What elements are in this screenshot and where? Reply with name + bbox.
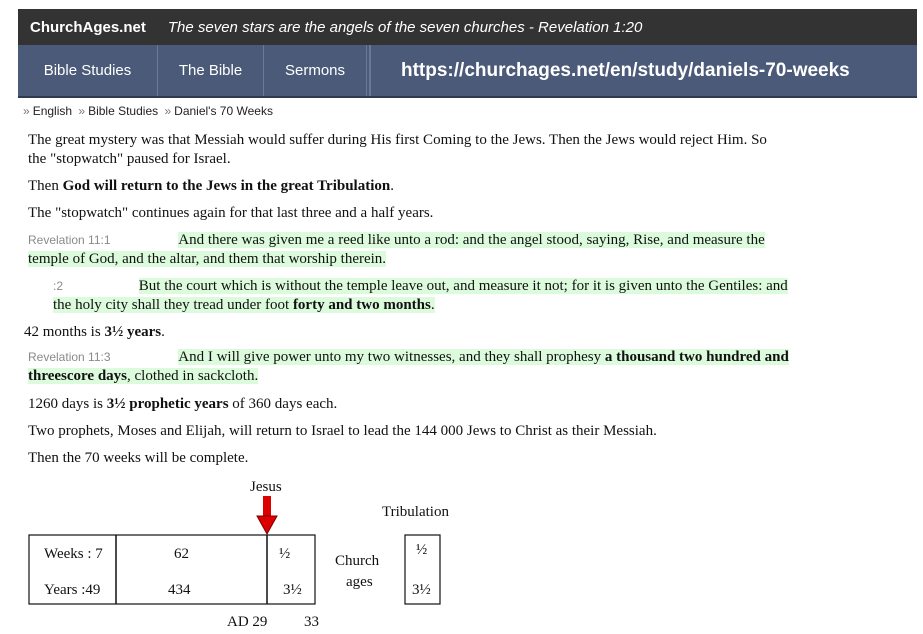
value-years-434: 434 [168,582,191,598]
main-nav [18,45,917,98]
breadcrumb-separator: » [78,104,86,118]
verse-ref[interactable]: Revelation 11:3 [28,350,111,364]
site-logo-text[interactable]: ChurchAges.net [30,18,146,36]
paragraph-complete: Then the 70 weeks will be complete. [28,450,249,466]
nav-sermons[interactable]: Sermons [264,45,370,96]
breadcrumb-separator: » [164,104,172,118]
value-three-half-years: 3½ [283,582,302,598]
value-trib-half: ½ [416,542,428,558]
breadcrumb-current: Daniel's 70 Weeks [174,104,273,118]
paragraph-1260-days: 1260 days is 3½ prophetic years of 360 days each. [28,396,338,412]
paragraph-stopwatch: The "stopwatch" continues again for that last three and a half years. [28,205,434,221]
verse-revelation-11-2: :2 But the court which is without the temple leave out, and measure it not; for it is given unto the Gentiles: and the holy city shall they tread under foot forty and two months. [53,278,788,313]
value-weeks-62: 62 [174,546,189,562]
breadcrumb-separator: » [23,104,30,118]
label-ages: ages [346,574,373,590]
verse-ref[interactable]: Revelation 11:1 [28,233,111,247]
nav-bible-studies[interactable]: Bible Studies [18,45,158,96]
seventy-weeks-diagram [28,476,468,634]
nav-the-bible[interactable]: The Bible [158,45,264,96]
paragraph-mystery: The great mystery was that Messiah would suffer during His first Coming to the Jews. Then the Jews would reject Him. So the "stopwatch" paused for Israel. [28,132,767,167]
label-33: 33 [304,614,319,630]
site-tagline: The seven stars are the angels of the seven churches - Revelation 1:20 [167,18,643,36]
breadcrumb-bible-studies[interactable]: Bible Studies [88,104,159,118]
label-church: Church [335,553,380,569]
verse-revelation-11-1: Revelation 11:1 And there was given me a reed like unto a rod: and the angel stood, saying, Rise, and measure the temple of God, and the altar, and them that worship therein. [28,232,765,267]
label-tribulation: Tribulation [382,504,449,520]
label-jesus: Jesus [250,479,282,495]
jesus-arrow-head [257,516,277,534]
value-trib-three-half: 3½ [412,582,431,598]
site-header-bar [18,9,917,45]
label-weeks: Weeks : 7 [44,546,103,562]
value-half-week: ½ [279,546,291,562]
verse-ref[interactable]: :2 [53,279,64,293]
paragraph-42-months: 42 months is 3½ years. [24,324,165,340]
breadcrumb-english[interactable]: English [32,104,73,118]
label-ad29: AD 29 [227,614,268,630]
breadcrumb [20,104,273,118]
label-years: Years :49 [44,582,101,598]
paragraph-tribulation: Then God will return to the Jews in the great Tribulation. [28,178,394,194]
verse-revelation-11-3: Revelation 11:3 And I will give power unto my two witnesses, and they shall prophesy a thousand two hundred and threescore days, clothed in sackcloth. [28,349,789,384]
paragraph-two-prophets: Two prophets, Moses and Elijah, will return to Israel to lead the 144 000 Jews to Christ as their Messiah. [28,423,657,439]
page-url-display[interactable]: https://churchages.net/en/study/daniels-70-weeks [370,45,850,96]
